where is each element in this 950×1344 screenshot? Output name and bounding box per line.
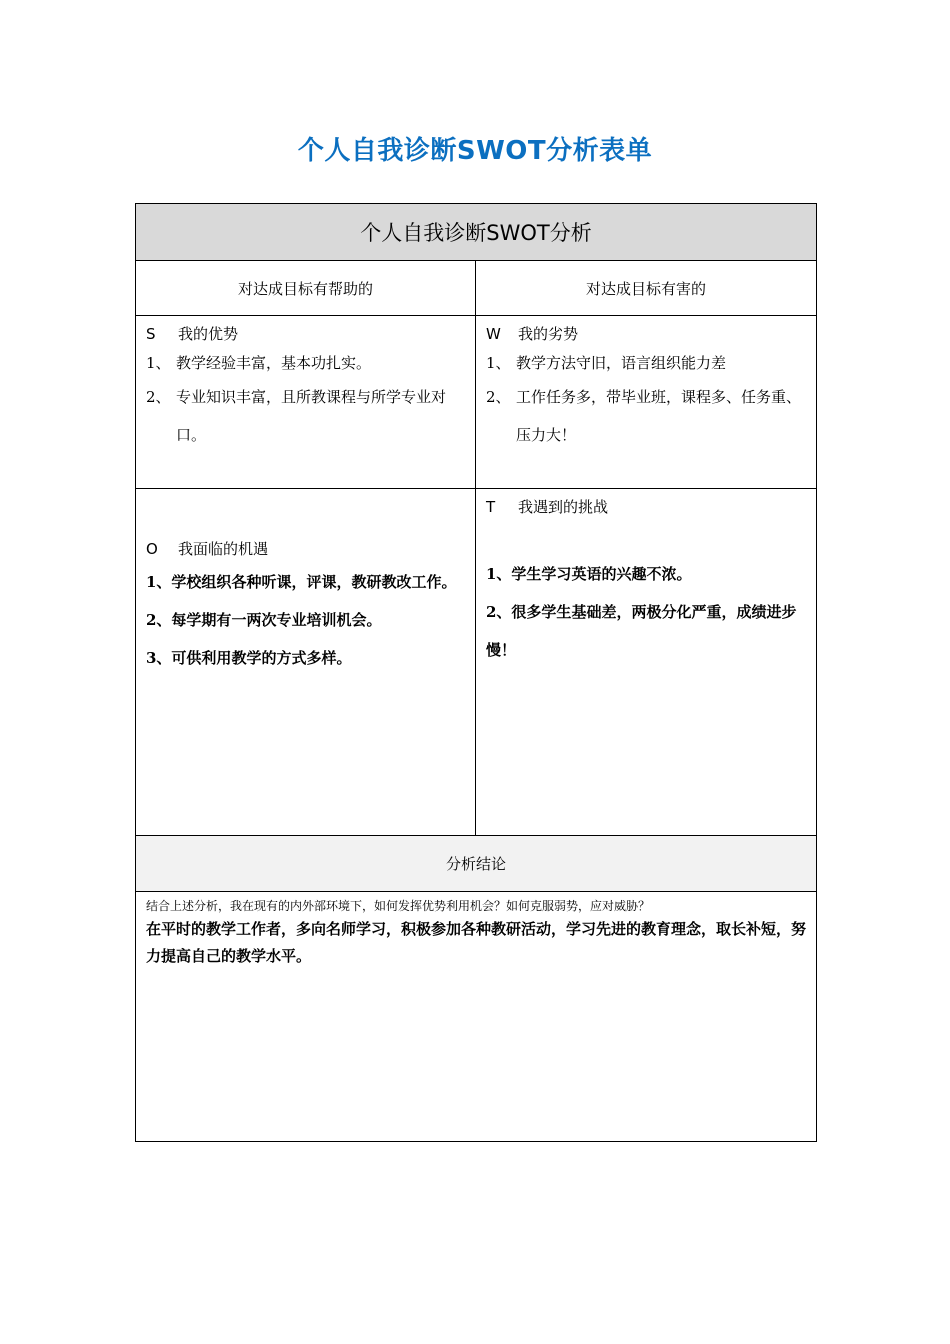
- opportunity-item: 3、可供利用教学的方式多样。: [146, 649, 352, 667]
- harmful-column-header: 对达成目标有害的: [476, 261, 817, 316]
- table-header: 个人自我诊断SWOT分析: [136, 204, 817, 261]
- opportunities-heading: [146, 535, 467, 563]
- strength-item: [146, 348, 467, 378]
- threats-letter: T: [486, 498, 496, 516]
- document-title: 个人自我诊断SWOT分析表单: [297, 136, 653, 166]
- swot-table: [135, 203, 817, 1142]
- threats-heading: [486, 493, 808, 521]
- item-number: 1、: [486, 354, 511, 372]
- conclusion-prompt: 结合上述分析，我在现有的内外部环境下，如何发挥优势利用机会？如何克服弱势，应对威胁？: [146, 899, 651, 913]
- opportunities-cell: [136, 489, 476, 836]
- strengths-title: 我的优势: [178, 325, 239, 343]
- weakness-item: [486, 348, 808, 378]
- item-text: 专业知识丰富，且所教课程与所学专业对口。: [176, 388, 447, 444]
- weaknesses-cell: [476, 316, 817, 489]
- item-number: 2、: [486, 388, 511, 406]
- item-number: 2、: [146, 388, 171, 406]
- strengths-letter: S: [146, 325, 156, 343]
- conclusion-answer: 在平时的教学工作者，多向名师学习，积极参加各种教研活动，学习先进的教育理念，取长补短，努力提高自己的教学水平。: [146, 920, 807, 965]
- item-text: 教学经验丰富，基本功扎实。: [176, 354, 372, 372]
- strengths-cell: [136, 316, 476, 489]
- weaknesses-title: 我的劣势: [518, 325, 579, 343]
- threat-item: 2、很多学生基础差，两极分化严重，成绩进步慢！: [486, 603, 797, 659]
- opportunities-letter: O: [146, 540, 158, 558]
- conclusion-header: 分析结论: [136, 836, 817, 892]
- opportunity-item: 1、学校组织各种听课，评课，教研教改工作。: [146, 573, 457, 591]
- weakness-item: [486, 378, 808, 454]
- strength-item: [146, 378, 467, 454]
- item-number: 1、: [146, 354, 171, 372]
- opportunities-title: 我面临的机遇: [178, 540, 269, 558]
- weaknesses-heading: [486, 320, 808, 348]
- strengths-heading: [146, 320, 467, 348]
- threat-item: 1、学生学习英语的兴趣不浓。: [486, 565, 692, 583]
- conclusion-cell: [136, 892, 817, 1142]
- item-text: 教学方法守旧，语言组织能力差: [516, 354, 727, 372]
- opportunity-item: 2、每学期有一两次专业培训机会。: [146, 611, 382, 629]
- weaknesses-letter: W: [486, 325, 501, 343]
- helpful-column-header: 对达成目标有帮助的: [136, 261, 476, 316]
- item-text: 工作任务多，带毕业班，课程多、任务重、压力大！: [516, 388, 802, 444]
- threats-cell: [476, 489, 817, 836]
- threats-title: 我遇到的挑战: [518, 498, 609, 516]
